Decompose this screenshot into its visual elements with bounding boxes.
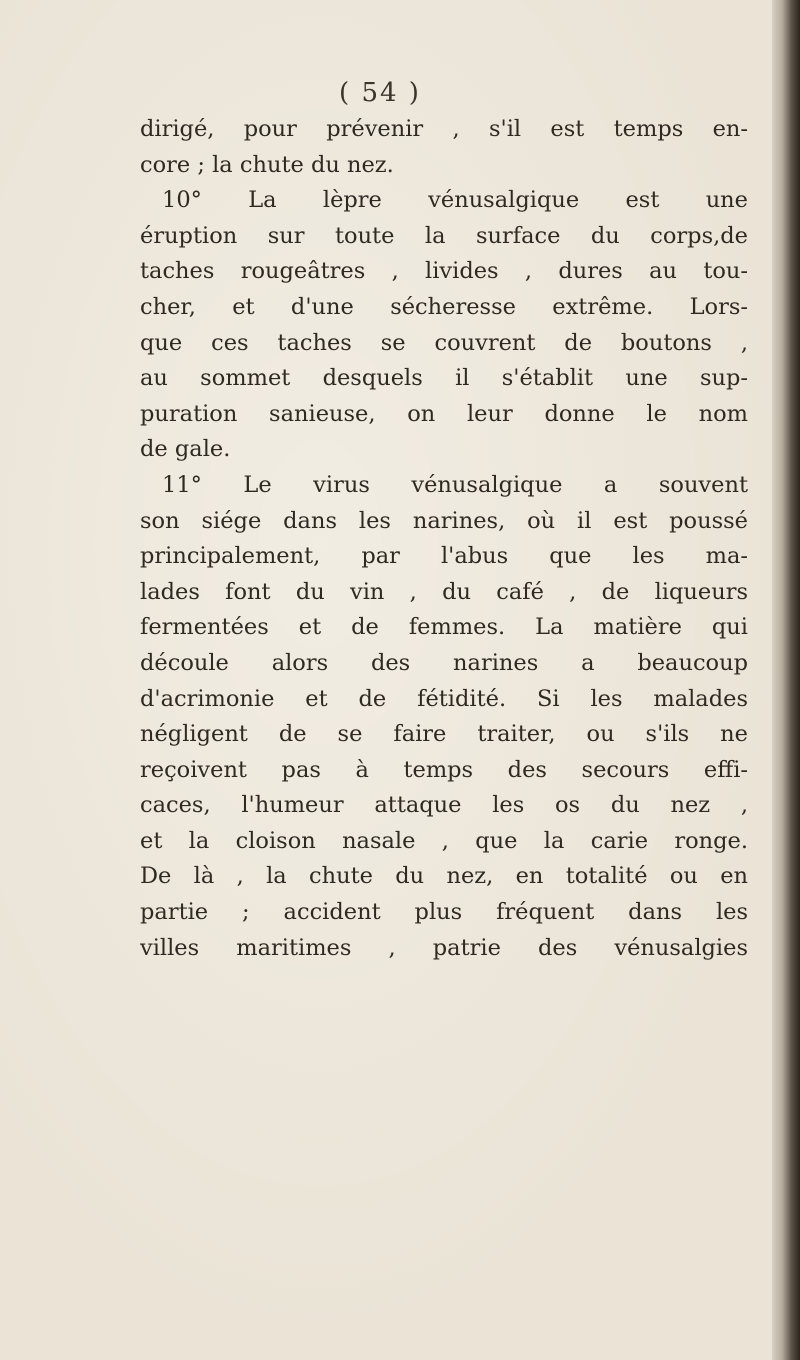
text-line: négligent de se faire traiter, ou s'ils ne: [140, 721, 748, 748]
page-number: ( 54 ): [339, 78, 421, 108]
text-line: que ces taches se couvrent de boutons ,: [140, 329, 748, 356]
text-line: découle alors des narines a beaucoup: [140, 649, 748, 676]
text-line: de gale.: [140, 436, 231, 463]
text-line: caces, l'humeur attaque les os du nez ,: [140, 792, 748, 819]
text-line: taches rougeâtres , livides , dures au tou-: [140, 258, 748, 285]
text-line: reçoivent pas à temps des secours effi-: [140, 756, 748, 783]
text-line: d'acrimonie et de fétidité. Si les malades: [140, 685, 748, 712]
text-line: villes maritimes , patrie des vénusalgies: [140, 934, 748, 961]
text-line: fermentées et de femmes. La matière qui: [140, 614, 748, 641]
text-line: éruption sur toute la surface du corps,de: [140, 222, 748, 249]
text-line: et la cloison nasale , que la carie ronge.: [140, 827, 748, 854]
text-line: puration sanieuse, on leur donne le nom: [140, 400, 748, 427]
text-line: De là , la chute du nez, en totalité ou en: [140, 863, 748, 890]
text-line: principalement, par l'abus que les ma-: [140, 543, 748, 570]
binding-edge: [772, 0, 800, 1360]
text-line: lades font du vin , du café , de liqueurs: [140, 578, 748, 605]
text-line: cher, et d'une sécheresse extrême. Lors-: [140, 293, 748, 320]
body-text: [140, 112, 748, 966]
text-line: son siége dans les narines, où il est poussé: [140, 507, 748, 534]
text-line: core ; la chute du nez.: [140, 151, 394, 178]
text-line: dirigé, pour prévenir , s'il est temps en-: [140, 116, 748, 142]
text-line: au sommet desquels il s'établit une sup-: [140, 365, 748, 392]
text-line: 10° La lèpre vénusalgique est une: [162, 187, 748, 214]
text-line: partie ; accident plus fréquent dans les: [140, 899, 748, 926]
text-line: 11° Le virus vénusalgique a souvent: [162, 471, 748, 498]
